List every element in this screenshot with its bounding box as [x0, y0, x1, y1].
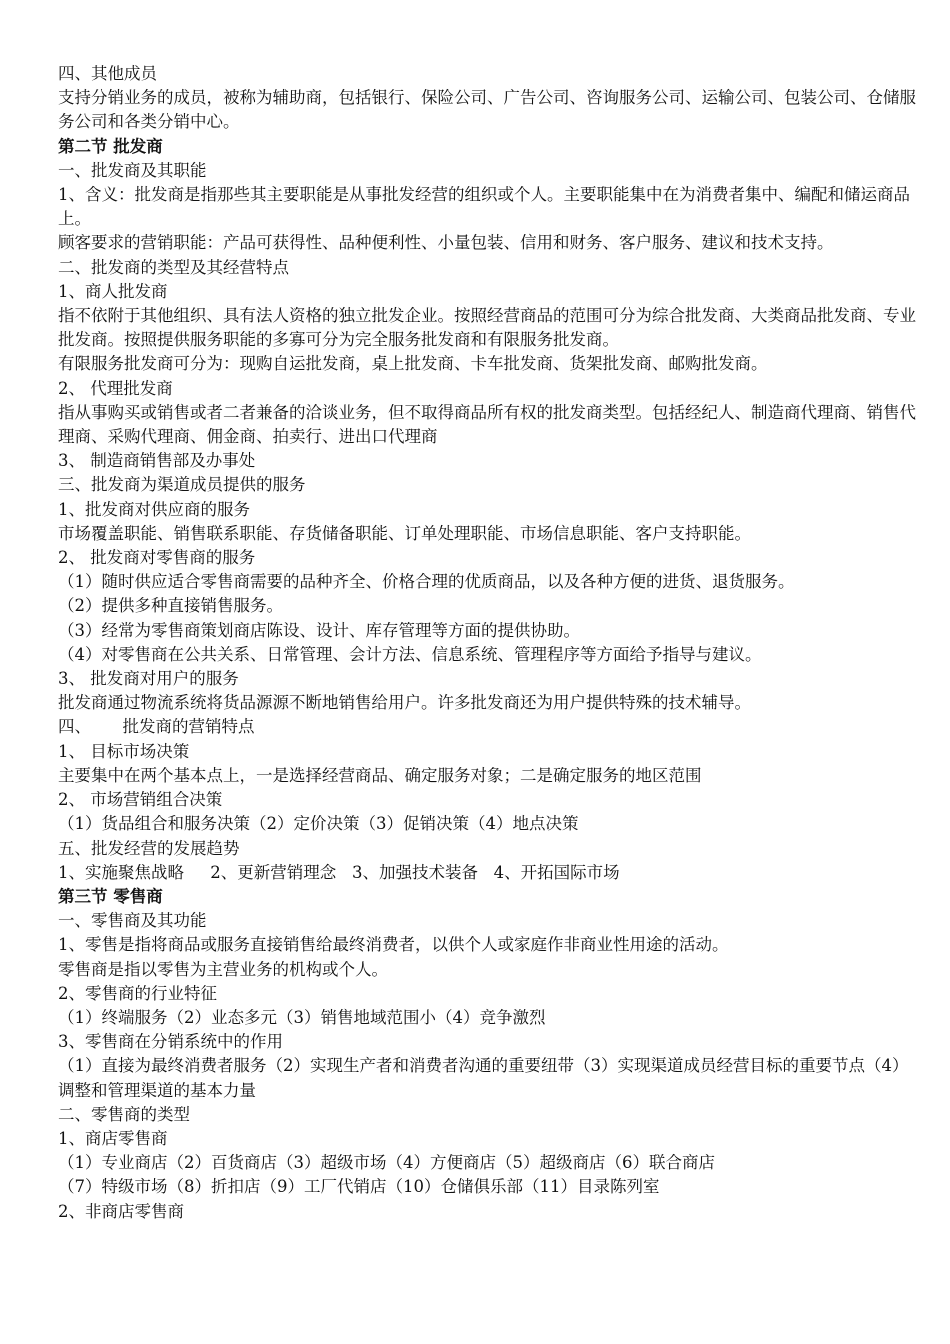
- text-line: 3、 制造商销售部及办事处: [58, 451, 256, 471]
- text-line: （1）随时供应适合零售商需要的品种齐全、价格合理的优质商品，以及各种方便的进货、退货服务。: [58, 572, 795, 592]
- text-line: 批发商通过物流系统将货品源源不断地销售给用户。许多批发商还为用户提供特殊的技术辅导。: [58, 693, 751, 713]
- text-line: 3、零售商在分销系统中的作用: [58, 1032, 283, 1052]
- text-line: 一、零售商及其功能: [58, 911, 207, 931]
- text-line: 五、批发经营的发展趋势: [58, 838, 240, 858]
- text-line: （2）提供多种直接销售服务。: [58, 596, 283, 616]
- text-line: 指从事购买或销售或者二者兼备的洽谈业务，但不取得商品所有权的批发商类型。包括经纪人、制造商代理商、销售代理商、采购代理商、佣金商、拍卖行、进出口代理商: [58, 402, 916, 447]
- text-line: 2、 市场营销组合决策: [58, 790, 223, 810]
- section-heading: 第二节 批发商: [58, 136, 163, 156]
- text-line: 1、商店零售商: [58, 1128, 168, 1148]
- text-line: 二、零售商的类型: [58, 1104, 190, 1124]
- text-line: （1）直接为最终消费者服务（2）实现生产者和消费者沟通的重要纽带（3）实现渠道成员经营目标的重要节点（4）调整和管理渠道的基本力量: [58, 1056, 909, 1100]
- document-page: [58, 62, 918, 1224]
- text-line: 主要集中在两个基本点上，一是选择经营商品、确定服务对象；二是确定服务的地区范围: [58, 765, 702, 785]
- text-line: 四、其他成员: [58, 64, 157, 83]
- text-line: 二、批发商的类型及其经营特点: [58, 257, 289, 277]
- text-line: 2、零售商的行业特征: [58, 983, 217, 1003]
- text-line: 1、实施聚焦战略 2、更新营销理念 3、加强技术装备 4、开拓国际市场: [58, 862, 620, 882]
- text-line: （1）终端服务（2）业态多元（3）销售地域范围小（4）竞争激烈: [58, 1007, 546, 1027]
- text-line: 四、 批发商的营销特点: [58, 717, 255, 737]
- text-line: 3、 批发商对用户的服务: [58, 669, 239, 689]
- text-line: 1、含义：批发商是指那些其主要职能是从事批发经营的组织或个人。主要职能集中在为消费者集中、编配和储运商品上。: [58, 185, 910, 229]
- text-line: （7）特级市场（8）折扣店（9）工厂代销店（10）仓储俱乐部（11）目录陈列室: [58, 1177, 660, 1197]
- text-line: （1）专业商店（2）百货商店（3）超级市场（4）方便商店（5）超级商店（6）联合商店: [58, 1153, 715, 1173]
- text-line: 一、批发商及其职能: [58, 160, 207, 180]
- text-line: 指不依附于其他组织、具有法人资格的独立批发企业。按照经营商品的范围可分为综合批发商、大类商品批发商、专业批发商。按照提供服务职能的多寡可分为完全服务批发商和有限服务批发商。: [58, 306, 916, 350]
- text-line: 1、商人批发商: [58, 281, 168, 301]
- text-line: 有限服务批发商可分为：现购自运批发商，桌上批发商、卡车批发商、货架批发商、邮购批发商。: [58, 354, 768, 374]
- text-line: 零售商是指以零售为主营业务的机构或个人。: [58, 959, 388, 979]
- text-line: 顾客要求的营销职能：产品可获得性、品种便利性、小量包装、信用和财务、客户服务、建议和技术支持。: [58, 233, 834, 253]
- text-line: 1、 目标市场决策: [58, 741, 190, 761]
- text-line: 1、零售是指将商品或服务直接销售给最终消费者，以供个人或家庭作非商业性用途的活动。: [58, 935, 729, 955]
- text-line: 2、 代理批发商: [58, 378, 173, 398]
- text-line: （1）货品组合和服务决策（2）定价决策（3）促销决策（4）地点决策: [58, 814, 579, 834]
- text-line: 2、非商店零售商: [58, 1201, 184, 1221]
- section-heading: 第三节 零售商: [58, 886, 163, 906]
- text-line: 2、 批发商对零售商的服务: [58, 548, 256, 568]
- text-line: 三、批发商为渠道成员提供的服务: [58, 475, 306, 495]
- text-line: 1、批发商对供应商的服务: [58, 499, 250, 519]
- text-line: 市场覆盖职能、销售联系职能、存货储备职能、订单处理职能、市场信息职能、客户支持职能。: [58, 523, 751, 543]
- text-line: （4）对零售商在公共关系、日常管理、会计方法、信息系统、管理程序等方面给予指导与建议。: [58, 644, 762, 664]
- text-line: 支持分销业务的成员，被称为辅助商，包括银行、保险公司、广告公司、咨询服务公司、运输公司、包装公司、仓储服务公司和各类分销中心。: [58, 88, 916, 132]
- text-line: （3）经常为零售商策划商店陈设、设计、库存管理等方面的提供协助。: [58, 620, 580, 640]
